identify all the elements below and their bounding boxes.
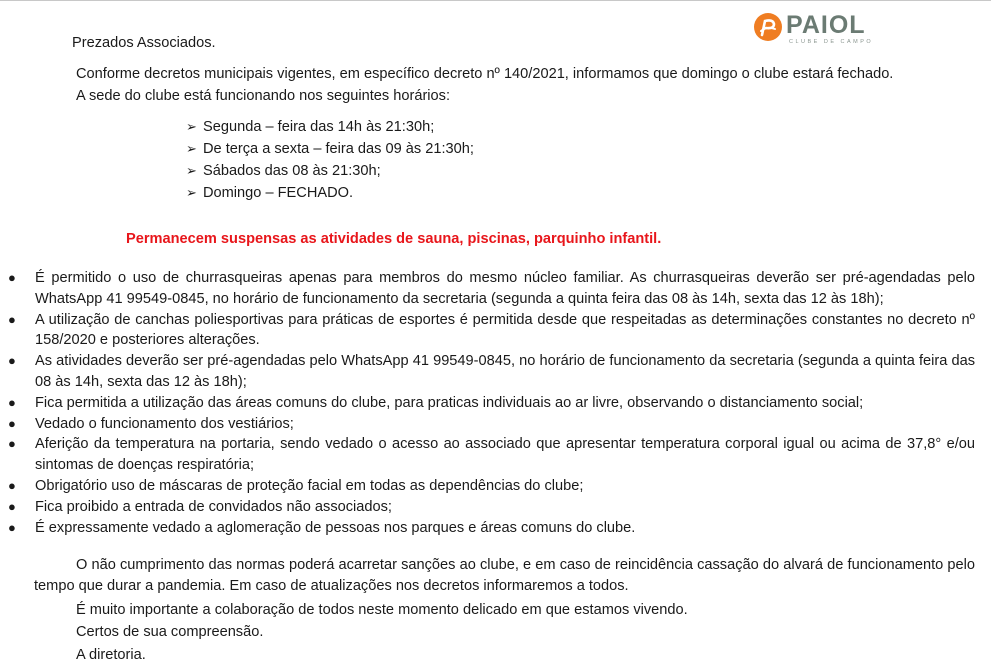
list-item: ● É expressamente vedado a aglomeração de pessoas nos parques e áreas comuns do clube. — [0, 518, 975, 539]
rules-list — [0, 268, 975, 538]
hours-item — [186, 183, 353, 203]
arrow-bullet-icon: ➢ — [186, 163, 197, 178]
bullet-icon: ● — [8, 498, 16, 514]
bullet-icon: ● — [8, 311, 16, 327]
hours-text: Domingo – FECHADO. — [203, 185, 354, 201]
hours-item — [186, 139, 474, 159]
arrow-bullet-icon: ➢ — [186, 119, 197, 134]
list-item: ● A utilização de canchas poliesportivas para práticas de esportes é permitida desde que respeitadas as determinações constantes no decreto nº 158/2020 e posteriores alterações. — [8, 311, 975, 349]
hours-item — [186, 117, 434, 137]
logo-name: PAIOL — [786, 11, 866, 39]
closing-paragraph: Certos de sua compreensão. — [76, 624, 264, 640]
bullet-icon: ● — [8, 519, 16, 535]
suspension-notice: Permanecem suspensas as atividades de sauna, piscinas, parquinho infantil. — [126, 231, 662, 247]
signature: A diretoria. — [76, 647, 146, 663]
intro-paragraph: Conforme decretos municipais vigentes, em específico decreto nº 140/2021, informamos que domingo o clube estará fechado. — [76, 66, 894, 82]
list-item: ● É permitido o uso de churrasqueiras apenas para membros do mesmo núcleo familiar. As churrasqueiras deverão ser pré-agendadas pelo WhatsApp 41 99549-0845, no horário de funcionamento da secretaria (segunda a quinta feira das 08 às 14h, sexta das 12 às 18h); — [8, 270, 975, 307]
hours-item — [186, 161, 381, 181]
arrow-bullet-icon: ➢ — [186, 185, 197, 200]
logo-tagline: CLUBE DE CAMPO — [789, 39, 874, 45]
intro-paragraph: A sede do clube está funcionando nos seguintes horários: — [76, 88, 451, 104]
hours-text: Sábados das 08 às 21:30h; — [203, 163, 381, 179]
bullet-icon: ● — [8, 436, 16, 452]
paiol-logo — [753, 10, 874, 48]
arrow-bullet-icon: ➢ — [186, 141, 197, 156]
bullet-icon: ● — [8, 270, 16, 285]
list-item: ● As atividades deverão ser pré-agendadas pelo WhatsApp 41 99549-0845, no horário de funcionamento da secretaria (segunda a quinta feira das 08 às 14h, sexta das 12 às 18h); — [8, 353, 975, 390]
bullet-icon: ● — [8, 477, 16, 493]
closing-paragraph: O não cumprimento das normas poderá acarretar sanções ao clube, e em caso de reincidência cassação do alvará de funcionamento pelo tempo que durar a pandemia. Em caso de atualizações nos decretos informaremos a todos. — [34, 557, 975, 594]
closing-paragraph: É muito importante a colaboração de todos neste momento delicado em que estamos vivendo. — [76, 602, 688, 618]
list-item: ● Fica proibido a entrada de convidados não associados; — [0, 497, 975, 518]
list-item: ● Vedado o funcionamento dos vestiários; — [0, 414, 975, 435]
list-item: ● Obrigatório uso de máscaras de proteção facial em todas as dependências do clube; — [0, 476, 975, 497]
bullet-icon: ● — [8, 353, 16, 369]
bullet-icon: ● — [8, 415, 16, 431]
list-item: ● Fica permitida a utilização das áreas comuns do clube, para praticas individuais ao ar livre, observando o distanciamento social; — [0, 393, 975, 414]
bullet-icon: ● — [8, 394, 16, 410]
page-top-border — [0, 0, 991, 1]
list-item: ● Aferição da temperatura na portaria, sendo vedado o acesso ao associado que apresentar temperatura corporal igual ou acima de 37,8° e/ou sintomas de doenças respiratória; — [8, 436, 975, 474]
hours-text: De terça a sexta – feira das 09 às 21:30h; — [203, 141, 474, 157]
paiol-logo-icon — [753, 12, 783, 42]
hours-text: Segunda – feira das 14h às 21:30h; — [203, 119, 435, 135]
greeting: Prezados Associados. — [72, 35, 216, 51]
